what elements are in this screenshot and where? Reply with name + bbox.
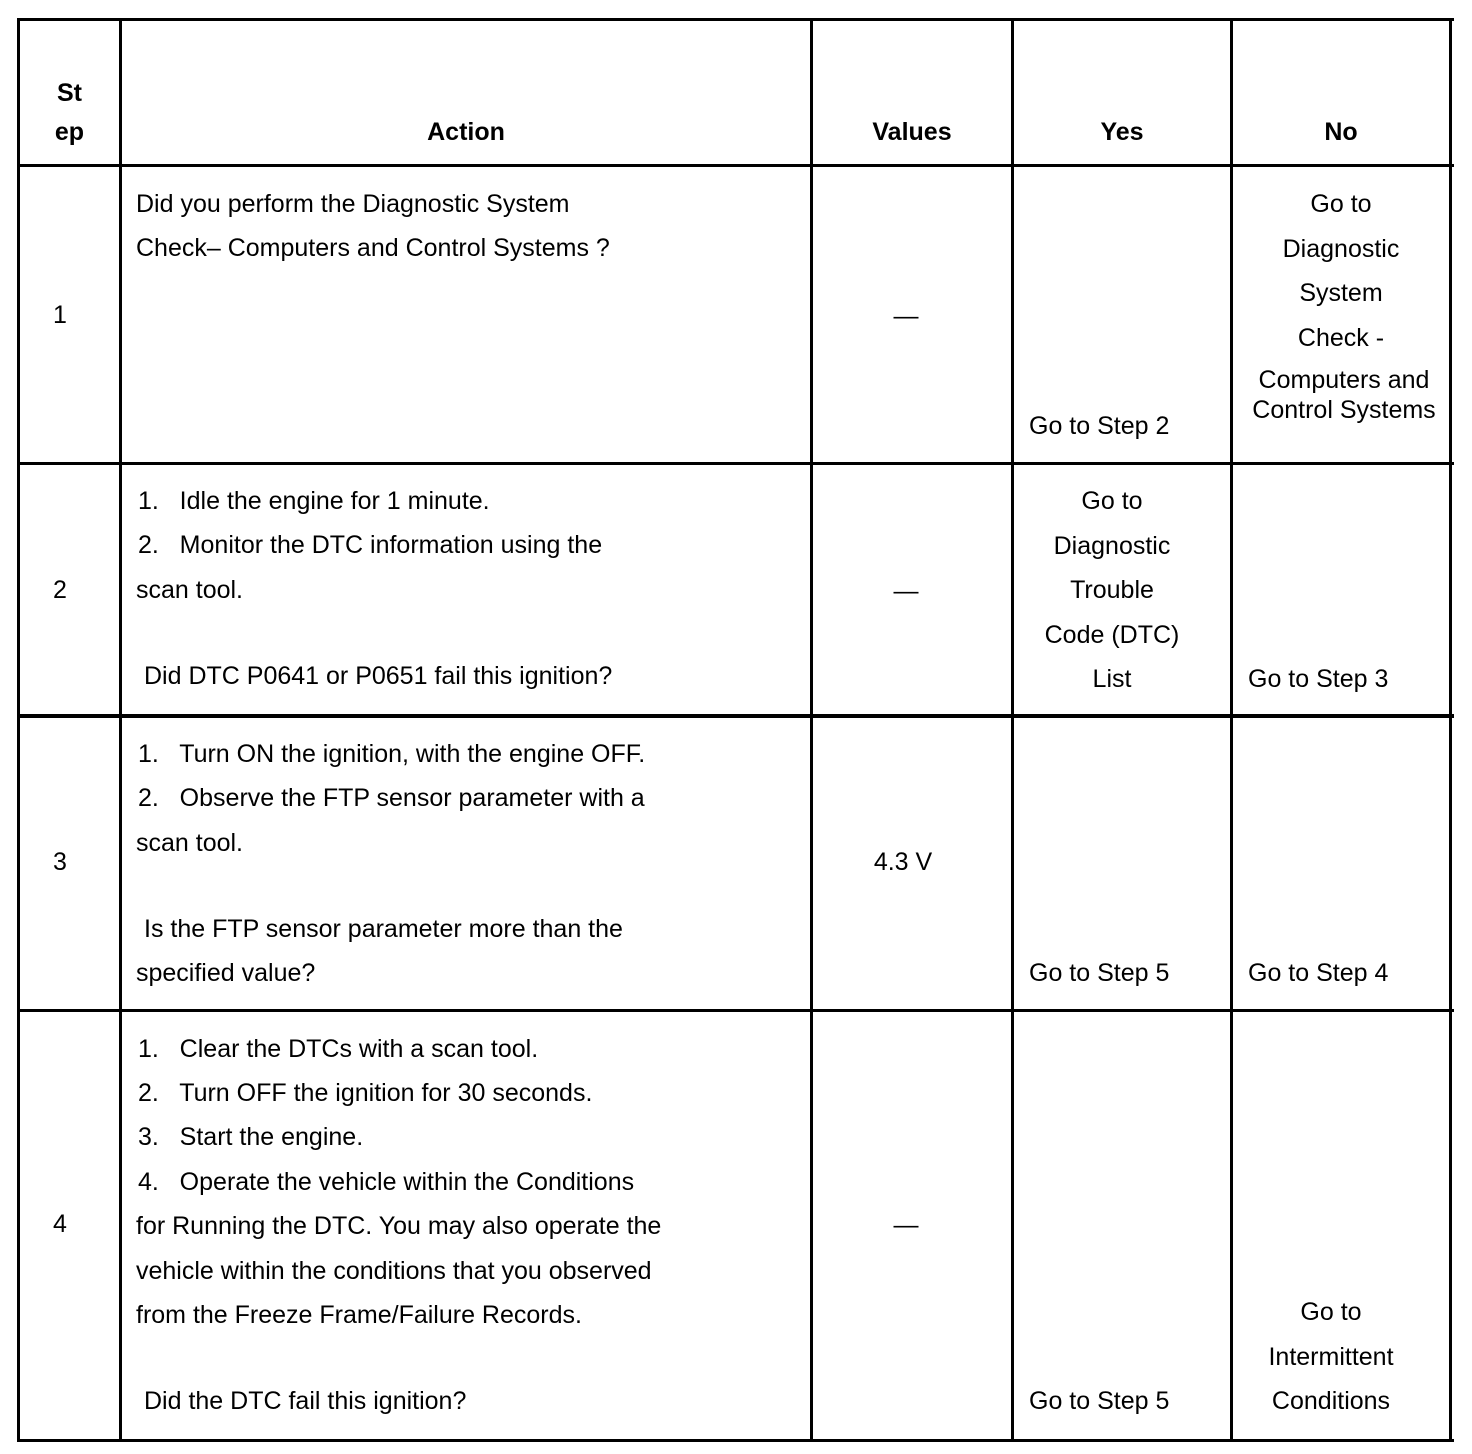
action-text: for Running the DTC. You may also operate the [136,1212,662,1240]
value-cell: — [893,1211,919,1239]
no-link-line: Control Systems [1252,396,1436,424]
action-question: specified value? [136,959,316,987]
step-number: 4 [53,1210,67,1238]
yes-link-line: Go to [1081,487,1143,515]
action-question: Did the DTC fail this ignition? [144,1387,467,1415]
no-link-line: Go to [1310,190,1372,218]
action-text: Did you perform the Diagnostic System [136,190,570,218]
action-text: 2. Turn OFF the ignition for 30 seconds. [138,1079,593,1107]
action-text: from the Freeze Frame/Failure Records. [136,1301,582,1329]
no-link-line: Diagnostic [1282,234,1400,263]
value-cell: 4.3 V [873,848,933,876]
column-divider [1011,18,1014,1442]
row-divider [17,462,1454,465]
no-link-line: System [1299,279,1383,307]
no-link-line: Computers and [1258,366,1430,394]
header-step [20,74,119,152]
action-text: 1. Clear the DTCs with a scan tool. [138,1035,539,1063]
header-action: Action [427,118,505,146]
column-divider [119,18,122,1442]
yes-link[interactable] [1014,479,1210,702]
no-link-line: Check - [1297,323,1385,352]
no-link[interactable] [1233,182,1449,425]
yes-link-line: List [1092,665,1132,693]
header-row-divider [17,164,1454,167]
header-values: Values [872,118,952,146]
value-cell: — [893,302,919,330]
row-divider [17,714,1454,718]
yes-link[interactable]: Go to Step 2 [1029,412,1170,440]
yes-link[interactable]: Go to Step 5 [1029,959,1170,987]
step-number: 3 [53,848,67,876]
header-yes: Yes [1100,118,1144,146]
step-number: 2 [53,576,67,604]
table-border-top [17,18,1454,21]
action-text: 2. Observe the FTP sensor parameter with a [138,784,645,812]
header-step-line1: St [57,79,82,107]
diagnostic-table [17,18,1454,1442]
yes-link[interactable]: Go to Step 5 [1029,1387,1170,1415]
action-text: 1. Idle the engine for 1 minute. [138,487,490,515]
header-no: No [1324,118,1358,146]
action-text: Check– Computers and Control Systems ? [136,234,610,262]
action-text: scan tool. [136,829,244,857]
yes-link-line: Diagnostic [1053,531,1171,560]
step-number: 1 [53,301,67,329]
action-text: vehicle within the conditions that you observed [136,1257,652,1285]
table-border-right [1449,18,1452,1442]
header-step-line2: ep [54,118,85,146]
no-link[interactable] [1233,1290,1429,1424]
no-link[interactable]: Go to Step 4 [1248,959,1389,987]
no-link-line: Go to [1300,1298,1362,1326]
no-link-line: Conditions [1271,1387,1391,1415]
action-text: 4. Operate the vehicle within the Conditions [138,1168,635,1196]
no-link[interactable]: Go to Step 3 [1248,665,1389,693]
action-question: Did DTC P0641 or P0651 fail this ignition? [144,662,613,690]
action-text: 1. Turn ON the ignition, with the engine OFF. [138,740,646,768]
action-question: Is the FTP sensor parameter more than the [144,915,623,943]
yes-link-line: Trouble [1070,576,1154,604]
action-text: 2. Monitor the DTC information using the [138,531,603,559]
table-border-bottom [17,1439,1454,1442]
action-text: scan tool. [136,576,244,604]
action-text: 3. Start the engine. [138,1123,364,1151]
no-link-line: Intermittent [1268,1342,1394,1371]
yes-link-line: Code (DTC) [1044,620,1180,649]
row-divider [17,1009,1454,1012]
value-cell: — [893,577,919,605]
